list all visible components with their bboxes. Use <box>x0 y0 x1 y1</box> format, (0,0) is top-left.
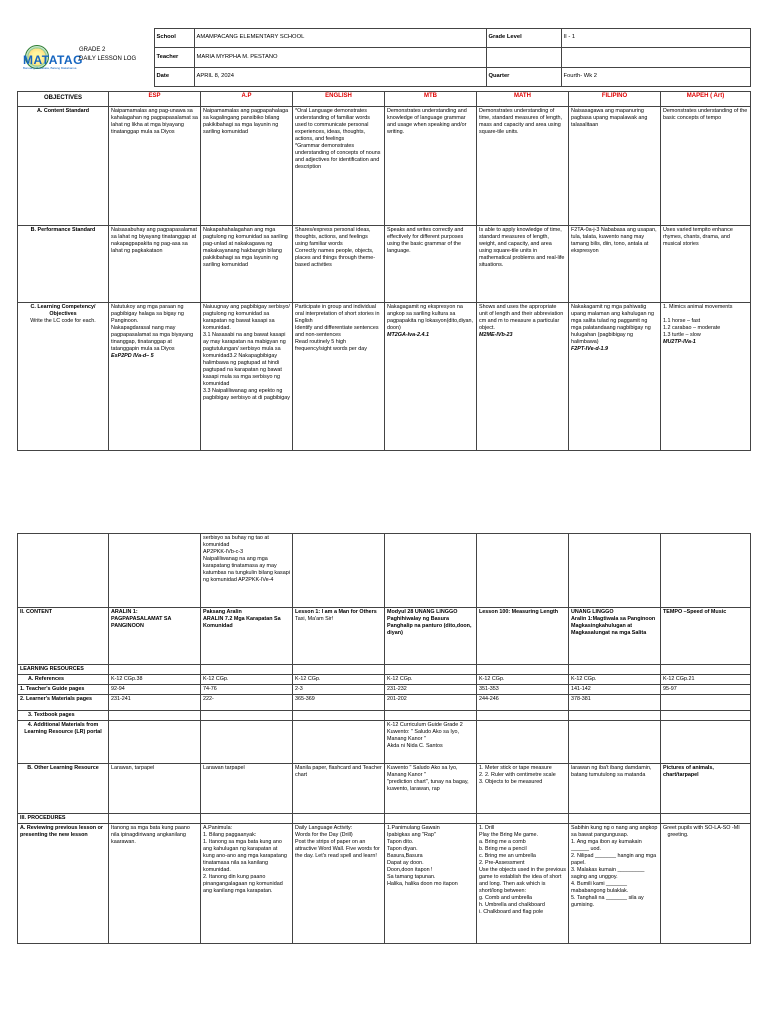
content-standard-row <box>18 107 751 226</box>
teachers-guide-row <box>18 685 751 695</box>
cell: Greet pupils with SO-LA-SO -MI greeting. <box>661 824 751 944</box>
cell: Kuwento " Saludo Ako sa Iyo, Manang Kanor " "prediction chart", tunay na bagay, kuwento, larawan, rap <box>385 764 477 814</box>
cell: Naisasagawa ang mapanuring pagbasa upang mapalawak ang talasalitaan <box>569 107 661 226</box>
competency-sublabel: Write the LC code for each. <box>30 318 96 325</box>
school-value: AMAMPACANG ELEMENTARY SCHOOL <box>194 29 486 48</box>
objectives-header: OBJECTIVES <box>18 92 109 107</box>
cell: K-12 CGp. <box>477 675 569 685</box>
cell: Paksang Aralin ARALIN 7.2 Mga Karapatan Sa Komunidad <box>201 608 293 665</box>
cell: Naisasabuhay ang pagpapasalamat sa lahat ng biyayang tinatanggap at nakapagpapakita ng pag-asa sa lahat ng pagkakataon <box>109 226 201 303</box>
row-label: 1. Teacher's Guide pages <box>18 685 109 695</box>
cell: 1. Mimics animal movements 1.1 horse – fast 1.2 carabao – moderate 1.3 turtle – slow MU2TP-IVa-1 <box>661 303 751 451</box>
school-label: School <box>154 29 194 48</box>
cell: 2-3 <box>293 685 385 695</box>
cell: larawan ng iba't ibang damdamin, batang tumutulong sa matanda <box>569 764 661 814</box>
additional-materials-row <box>18 721 751 764</box>
row-label: A. Reviewing previous lesson or presenting the new lesson <box>18 824 109 944</box>
row-label: III. PROCEDURES <box>18 814 109 824</box>
teacher-label: Teacher <box>154 48 194 67</box>
date-label: Date <box>154 67 194 86</box>
cell: Shares/express personal ideas, thoughts, actions, and feelings using familiar words Correctly names people, objects, places and things through theme-based activities <box>293 226 385 303</box>
cell <box>569 534 661 608</box>
row-label: A. Content Standard <box>18 107 109 226</box>
cell <box>293 721 385 764</box>
cell: K-12 CGp. <box>569 675 661 685</box>
cell: K-12 Curriculum Guide Grade 2 Kuwento: " Saludo Ako sa Iyo, Manang Kanor " Akda ni Nida C. Santos <box>385 721 477 764</box>
grade-label: GRADE 2 <box>79 46 106 53</box>
cell: Participate in group and individual oral interpretation of short stories in English Identify and differentiate sentences and non-sentences Read routinely 5 high frequency/sight words per day <box>293 303 385 451</box>
cell: 92-94 <box>109 685 201 695</box>
cell: 1. Drill Play the Bring Me game. a. Bring me a comb b. Bring me a pencil c. Bring me an umbrella 2. Pre-Assessment Use the objects used in the previous game to establish the idea of short and long. Then ask which is short/long between: g. Comb and umbrella h. Umbrella and chalkboard i. Chalkboard and flag pole <box>477 824 569 944</box>
row-label: B. Performance Standard <box>18 226 109 303</box>
lc-code: M2ME-IVb-23 <box>479 332 513 339</box>
lc-code: MT2GA-Iva-2.4.1 <box>387 332 429 339</box>
cell: Naipamamalas ang pag-unawa sa kahalagahan ng pagpapasalamat sa lahat ng likha at mga biyayang tinatanggap mula sa Diyos <box>109 107 201 226</box>
cell: 351-353 <box>477 685 569 695</box>
content-row <box>18 608 751 665</box>
cell: 231-232 <box>385 685 477 695</box>
content-table <box>17 533 751 944</box>
cell <box>109 534 201 608</box>
references-row <box>18 675 751 685</box>
row-label: LEARNING RESOURCES <box>18 665 109 675</box>
cell: 1.Panimulang Gawain Ipabigkas ang "Rap" Tapon dito. Tapon diyan. Basura,Basura Dapat ay doon. Doon,doon itapon ! Sa tamang tapunan. Halika, halika doon mo itapon <box>385 824 477 944</box>
cell: 74-76 <box>201 685 293 695</box>
learning-resources-row <box>18 665 751 675</box>
cell: Uses varied tempito enhance rhymes, chants, drama, and musical stories <box>661 226 751 303</box>
cell: *Oral Language demonstrates understanding of familiar words used to communicate personal experiences, ideas, thoughts, actions, and feelings *Grammar demonstrates understanding of concepts of nouns and adjectives for identification and description <box>293 107 385 226</box>
header-table <box>17 28 751 87</box>
cell: 365-369 <box>293 695 385 711</box>
lc-code: F2PT-IVe-d-1.9 <box>571 346 608 353</box>
cell: Lesson 1: I am a Man for Others Taxi, Ma'am Sir! <box>293 608 385 665</box>
cell <box>661 721 751 764</box>
cell: Larawan, tarpapel <box>109 764 201 814</box>
cell: 222- <box>201 695 293 711</box>
cell: K-12 CGp. <box>385 675 477 685</box>
dll-page-1 <box>17 28 750 451</box>
subject-math: MATH <box>477 92 569 107</box>
cell: K-12 CGp.21 <box>661 675 751 685</box>
cell <box>661 695 751 711</box>
cell: Itanong sa mga bata kung paano nila ipinagdiriwang angkanilang kaarawan. <box>109 824 201 944</box>
cell: Manila paper, flashcard and Teacher chart <box>293 764 385 814</box>
cell: Demonstrates understanding of the basic concepts of tempo <box>661 107 751 226</box>
competency-label: C. Learning Competency/ Objectives <box>30 304 97 318</box>
cell: K-12 CGp.38 <box>109 675 201 685</box>
cell <box>569 721 661 764</box>
subject-english: ENGLISH <box>293 92 385 107</box>
cell <box>477 721 569 764</box>
textbook-row <box>18 711 751 721</box>
cell: serbisyo sa buhay ng tao at komunidad AP2PKK-IVb-c-3 Naipaliliwanag na ang mga karapatang tinatamasa ay may katumbas na tungkulin bilang kasapi ng komunidad AP2PKK-IVe-4 <box>201 534 293 608</box>
cell: Nakagagamit ng ekspresyon na angkop sa sariling kultura sa pagpapakita ng lokasyon(dito,diyan, doon) MT2GA-Iva-2.4.1 <box>385 303 477 451</box>
row-label: 2. Learner's Materials pages <box>18 695 109 711</box>
cell: 378-381 <box>569 695 661 711</box>
cell: Daily Language Activity: Words for the Day (Drill) Post the strips of paper on an attractive Word Wall. Five words for the day. Let's read spell and learn! <box>293 824 385 944</box>
cell: F2TA-0a-j-3 Nababasa ang usapan, tula, talata, kuwento nang may tamang bilis, diin, tono, antala at ekspresyon <box>569 226 661 303</box>
subject-esp: ESP <box>109 92 201 107</box>
performance-standard-row <box>18 226 751 303</box>
cell: 95-97 <box>661 685 751 695</box>
cell <box>201 721 293 764</box>
dll-label: DAILY LESSON LOG <box>79 55 137 62</box>
cell: Natutukoy ang mga paraan ng pagbibigay halaga sa bigay ng Panginoon. Nakapagdarasal nang may pagpapasalamat sa mga biyayang tinanggap, tinatanggap at tatanggapin mula sa Diyos EsP2PD IVa-d– 5 <box>109 303 201 451</box>
other-resources-row <box>18 764 751 814</box>
cell: 141-142 <box>569 685 661 695</box>
cell: Demonstrates understanding and knowledge of language grammar and usage when speaking and/or writing. <box>385 107 477 226</box>
cell: Sabihin kung ng o nang ang angkop sa bawat pangungusap. 1. Ang mga ibon ay kumakain ______ uod. 2. Nilipad _______ hangin ang mga papel. 3. Malakas kumain _________ saging ang unggoy. 4. Bumili kami _______ mababangong bulaklak. 5. Tanghali na _______ sila ay gumising. <box>569 824 661 944</box>
cell <box>293 534 385 608</box>
grade-level-value: II - 1 <box>561 29 750 48</box>
cell: Nakapahahalagahan ang mga pagtulong ng komunidad sa sariling pag-unlad at nakakagawa ng makakayanang hakbangin bilang pakikibahagi sa mga layunin ng sariling komunidad <box>201 226 293 303</box>
grade-level-label: Grade Level <box>486 29 561 48</box>
continued-row <box>18 534 751 608</box>
cell: 201-202 <box>385 695 477 711</box>
row-label <box>18 303 109 451</box>
matatag-logo: MATATAG <box>23 52 83 67</box>
quarter-value: Fourth- Wk 2 <box>561 67 750 86</box>
cell: UNANG LINGGO Aralin 1:Magtiwala sa Panginoon Magkasingkahulugan at Magkasalungat na mga Salita <box>569 608 661 665</box>
cell <box>661 534 751 608</box>
cell: Naiuugnay ang pagbibigay serbisyo/ pagtulong ng komunidad sa karapatan ng bawat kasapi sa komunidad. 3.1 Nasasabi na ang bawat kasapi ay may karapatan na mabigyan ng pagtutulungan/ serbisyo mula sa komunidad3.2 Nakapagbibigay halimbawa ng pagtupad at hindi pagtupad na karapatan ng bawat kasapi mula sa mga serbisyo ng komunidad 3.3 Naipaliliwanag ang epekto ng pagbibigay serbisyo at di pagbibigay <box>201 303 293 451</box>
subject-mtb: MTB <box>385 92 477 107</box>
cell: 231-241 <box>109 695 201 711</box>
quarter-label: Quarter <box>486 67 561 86</box>
cell: ARALIN 1: PAGPAPASALAMAT SA PANGINOON <box>109 608 201 665</box>
row-label: A. References <box>18 675 109 685</box>
english-story-title: Taxi, Ma'am Sir! <box>295 616 334 623</box>
logo-block <box>17 29 154 87</box>
cell: Nakakagamit ng mga pahiwatig upang malaman ang kahulugan ng mga salita tulad ng paggamit ng mga palatandaang nagbibigay ng hulugahan (pagbibigay ng halimbawa) F2PT-IVe-d-1.9 <box>569 303 661 451</box>
subject-ap: A.P <box>201 92 293 107</box>
cell: Naipamamalas ang pagpapahalaga sa kagalingang pansibiko bilang pakikibahagi sa mga layunin ng sariling komunidad <box>201 107 293 226</box>
cell: Lesson 100: Measuring Length <box>477 608 569 665</box>
cell: 1. Meter stick or tape measure 2. 2. Ruler with centimetre scale 3. Objects to be measured <box>477 764 569 814</box>
learners-materials-row <box>18 695 751 711</box>
cell: 244-246 <box>477 695 569 711</box>
lc-code: EsP2PD IVa-d– 5 <box>111 353 154 360</box>
reviewing-row <box>18 824 751 944</box>
cell: Pictures of animals, chart/tarpapel <box>661 764 751 814</box>
logo-tagline: Bansang Makabata, Batang Makabansa <box>23 65 77 70</box>
cell: K-12 CGp. <box>201 675 293 685</box>
cell: Shows and uses the appropriate unit of length and their abbreviation cm and m to measure a particular object. M2ME-IVb-23 <box>477 303 569 451</box>
cell: Demonstrates understanding of time, standard measures of length, mass and capacity and area using square-tile units. <box>477 107 569 226</box>
cell: TEMPO –Speed of Music <box>661 608 751 665</box>
cell <box>477 534 569 608</box>
row-label: 3. Textbook pages <box>18 711 109 721</box>
cell: Is able to apply knowledge of time, standard measures of length, weight, and capacity, and area using square-tile units in mathematical problems and real-life situations. <box>477 226 569 303</box>
cell: K-12 CGp. <box>293 675 385 685</box>
subject-filipino: FILIPINO <box>569 92 661 107</box>
competency-row <box>18 303 751 451</box>
cell <box>109 721 201 764</box>
teacher-value: MARIA MYRPHA M. PESTANO <box>194 48 486 67</box>
row-label: 4. Additional Materials from Learning Resource (LR) portal <box>18 721 109 764</box>
dll-page-2 <box>17 533 750 944</box>
objectives-table <box>17 91 751 451</box>
procedures-row <box>18 814 751 824</box>
cell: Modyul 28 UNANG LINGGO Paghihiwalay ng Basura Panghalip na panturo (dito,doon, diyan) <box>385 608 477 665</box>
row-label: II. CONTENT <box>18 608 109 665</box>
cell <box>385 534 477 608</box>
cell: Speaks and writes correctly and effectively for different purposes using the basic grammar of the language. <box>385 226 477 303</box>
date-value: APRIL 8, 2024 <box>194 67 486 86</box>
cell: Larawan tarpapel <box>201 764 293 814</box>
row-label: B. Other Learning Resource <box>18 764 109 814</box>
cell: A.Panimula: 1. Bilang paggaanyak: 1. Itanong sa mga bata kung ano ang kahulugan ng karapatan at kung ano-ano ang mga karapatang tinatamasa nila sa kanilang komunidad. 2. Itanong din kung paano pinangangalagaan ng komunidad ang kanilang mga karapatan. <box>201 824 293 944</box>
subject-mapeh: MAPEH ( Art) <box>661 92 751 107</box>
lc-code: MU2TP-IVa-1 <box>663 339 696 346</box>
